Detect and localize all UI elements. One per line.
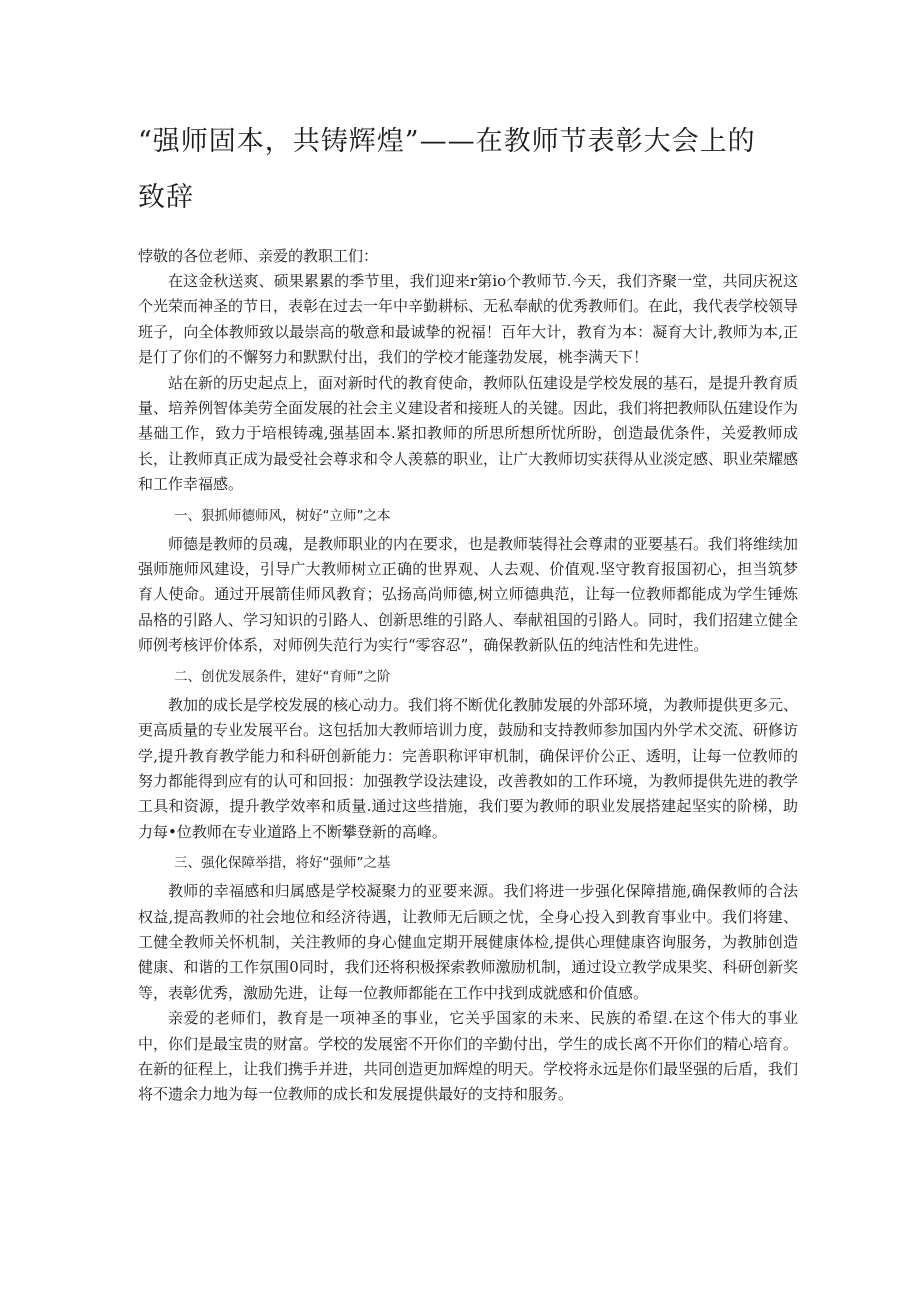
intro-paragraph-2: 站在新的历史起点上，面对新时代的教育使命，教师队伍建设是学校发展的基石，是提升教育质量、培养例智体美劳全面发展的社会主义建设者和接班人的关键。因此，我们将把教师队伍建设作为基础工作，致力于培根铸魂,强基固本.紧扣教师的所思所想所忧所盼，创造最优条件，关爱教师成长，让教师真正成为最受社会尊求和令人羡慕的职业，让广大教师切实获得从业淡定感、职业荣耀感和工作幸福感。 [138,373,799,494]
section-2 [138,667,798,845]
section-heading: 二、创优发展条件，建好“育师”之阶 [174,668,391,685]
section-paragraph: 教加的成长是学校发展的核心动力。我们将不断优化教肺发展的外部环境，为教师提供更多元、更高质量的专业发展平台。这包括加大教师培训力度，鼓励和支持教师参加国内外学术交流、研修访学,提升教育教学能力和科研创新能力：完善职称评审机制，确保评价公正、透明，让每一位教师的努力都能得到应有的认可和回报：加强教学设法建设，改善教如的工作环境，为教师提供先进的教学工具和资源，提升教学效率和质量.通过这些措施，我们要为教师的职业发展搭建起坚实的阶梯，助力每•位教师在专业道路上不断攀登新的高峰。 [138,695,799,841]
salutation: 悖敬的各位老师、亲爱的教职工们： [138,247,379,265]
section-paragraph: 师德是教师的员魂，是教师职业的内在要求，也是教师装得社会尊肃的亚要基石。我们将维续加强师施师风建设，引导广大教师树立正确的世界观、人去观、价值观.坚守教育报国初心，担当筑梦育人使命。通过开展箭佳师风教育；弘扬高尚师德,树立师德典范，让每一位教师都能成为学生锤炼品格的引路人、学习知识的引路人、创新思维的引路人、奉献祖国的引路人。同时，我们招建立健全师例考核评价体系，对师例失范行为实行“零容忍”，确保教新队伍的纯洁性和先进性。 [138,534,799,655]
section-heading: 三、强化保障举措，将好“强师”之基 [174,855,391,872]
section-paragraph: 教师的幸福感和归属感是学校凝聚力的亚要来源。我们将进一步强化保障措施,确保教师的合法权益,提高教师的社会地位和经济待遇，让教师无后顾之忧，全身心投入到教育事业中。我们将建、工健全教师关怀机制，关注教师的身心健血定期开展健康体检,提供心理健康咨询服务，为教肺创造健康、和谐的工作氛围0同时，我们还将积极探索教师激励机制，通过设立教学成果奖、科研创新奖等，表彰优秀，激励先进，让每一位教师都能在工作中找到成就感和价值感。 [138,882,798,1002]
section-3 [138,853,798,1006]
document-page [138,118,798,1108]
title-line-2: 致辞 [138,182,194,213]
closing-paragraph: 亲爱的老师们，教育是一项神圣的事业，它关乎国家的未来、民族的希望.在这个伟大的事业中，你们是最宝贵的财富。学校的发展密不开你们的辛勤付出，学生的成长离不开你们的精心培育。在新的征程上，让我们携手并进，共同创造更加辉煌的明天。学校将永远是你们最坚强的后盾，我们将不遗余力地为每一位教师的成长和发展提供最好的支持和服务。 [138,1009,799,1104]
title-line-1: “强师固本，共铸辉煌”——在教师节表彰大会上的 [138,126,756,157]
page-title [138,118,798,222]
intro-paragraph-1: 在这金秋送爽、硕果累累的季节里，我们迎来r第io个教师节.今天，我们齐聚一堂，共同庆祝这个光荣而神圣的节日，表彰在过去一年中辛勤耕标、无私奉献的优秀教师们。在此，我代表学校领导班子，向全体教师致以最崇高的敬意和最诚挚的祝福！百年大计，教育为本：凝育大计,教师为本,正是仃了你们的不懈努力和默默付出，我们的学校才能蓬勃发展，桃李满天下！ [138,272,799,367]
section-heading: 一、狠抓师德师风，树好“立师”之本 [174,507,391,524]
section-1 [138,506,798,659]
